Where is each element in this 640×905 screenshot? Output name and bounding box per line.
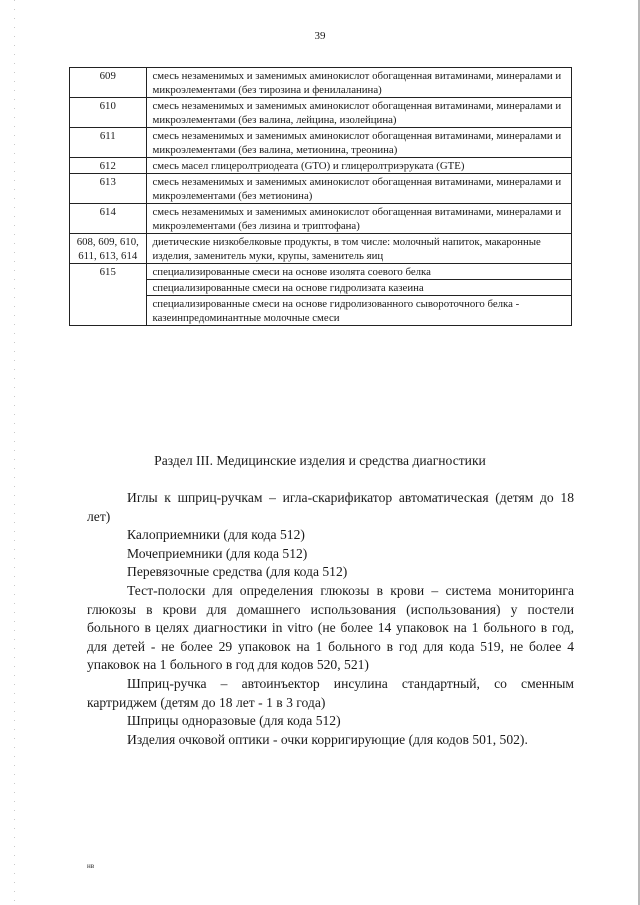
description-cell: смесь незаменимых и заменимых аминокислот обогащенная витаминами, минералами и микроэлементами (без валина, метионина, треонина) [146,128,571,158]
table-row [70,174,572,204]
code-cell: 608, 609, 610, 611, 613, 614 [70,234,147,264]
paragraph: Тест-полоски для определения глюкозы в крови – система мониторинга глюкозы в крови для домашнего использования (использования) у постели больного в целях диагностики in vitro (не более 14 упаковок на 1 больного в год, для детей - не более 29 упаковок на 1 больного в год для кода 519, не более 4 упаковок на 1 больного в год для кодов 520, 521) [87,582,574,673]
description-cell: смесь незаменимых и заменимых аминокислот обогащенная витаминами, минералами и микроэлементами (без лизина и триптофана) [146,204,571,234]
footer-mark: нв [87,862,95,870]
description-cell: диетические низкобелковые продукты, в том числе: молочный напиток, макаронные изделия, заменитель муки, крупы, заменитель яиц [146,234,571,264]
description-cell: специализированные смеси на основе изолята соевого белка [146,264,571,280]
code-cell: 610 [70,98,147,128]
description-cell: смесь незаменимых и заменимых аминокислот обогащенная витаминами, минералами и микроэлементами (без метионина) [146,174,571,204]
table-row [70,158,572,174]
description-cell: смесь незаменимых и заменимых аминокислот обогащенная витаминами, минералами и микроэлементами (без тирозина и фенилаланина) [146,68,571,98]
table-row [70,264,572,280]
description-cell: специализированные смеси на основе гидролизованного сывороточного белка - казеинпредоминантные молочные смеси [146,296,571,326]
paragraph: Перевязочные средства (для кода 512) [127,564,348,580]
code-cell: 609 [70,68,147,98]
code-cell: 614 [70,204,147,234]
paragraph: Шприц-ручка – автоинъектор инсулина стандартный, со сменным картриджем (детям до 18 лет - 1 в 3 года) [87,675,574,710]
table-row [70,68,572,98]
description-cell: смесь масел глицеролтриодеата (GTO) и глицеролтриэруката (GTE) [146,158,571,174]
code-cell: 613 [70,174,147,204]
code-cell: 611 [70,128,147,158]
code-cell: 612 [70,158,147,174]
paragraph: Шприцы одноразовые (для кода 512) [127,713,341,729]
description-cell: смесь незаменимых и заменимых аминокислот обогащенная витаминами, минералами и микроэлементами (без валина, лейцина, изолейцина) [146,98,571,128]
table-row [70,98,572,128]
table-row [70,234,572,264]
section-heading: Раздел III. Медицинские изделия и средства диагностики [154,453,486,468]
section-body [87,489,574,749]
product-code-table [69,67,572,326]
page-number: 39 [314,30,326,42]
paragraph: Калоприемники (для кода 512) [127,527,305,543]
table-row [70,128,572,158]
description-cell: специализированные смеси на основе гидролизата казеина [146,280,571,296]
paragraph: Иглы к шприц-ручкам – игла-скарификатор автоматическая (детям до 18 лет) [87,490,574,524]
paragraph: Изделия очковой оптики - очки корригирующие (для кодов 501, 502). [127,731,528,747]
table-row [70,204,572,234]
paragraph: Мочеприемники (для кода 512) [127,545,308,561]
code-cell: 615 [70,264,147,326]
